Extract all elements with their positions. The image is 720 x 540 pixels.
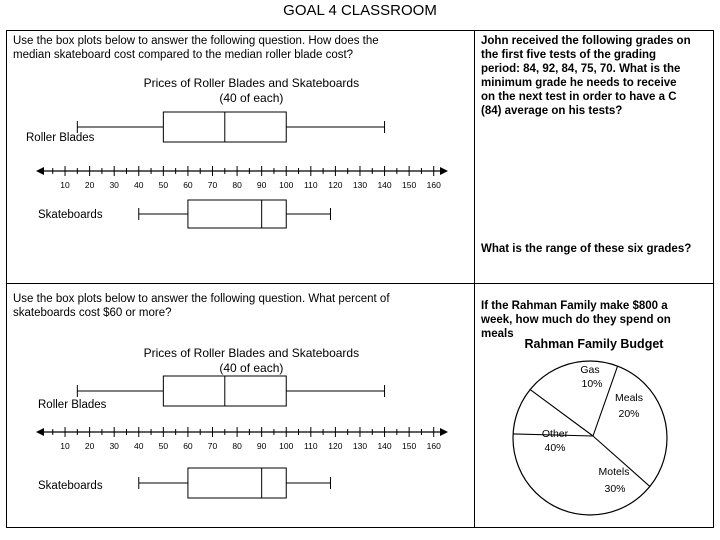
q2-line: (84) average on his tests?	[481, 105, 623, 117]
tick-label: 90	[256, 441, 267, 451]
pie-slice-percent: 40%	[544, 442, 566, 454]
q2-line: minimum grade he needs to receive	[481, 77, 677, 89]
pie-title: Rahman Family Budget	[524, 337, 664, 351]
tick-label: 110	[304, 441, 318, 451]
tick-label: 130	[352, 441, 368, 451]
chart-subtitle: (40 of each)	[219, 91, 284, 105]
pie-slice-label: Other	[541, 428, 569, 440]
pie-slice-label: Gas	[580, 364, 600, 376]
tick-label: 20	[84, 441, 95, 451]
q2-line: the first five tests of the grading	[481, 49, 657, 61]
q4-line: If the Rahman Family make $800 a	[481, 300, 668, 312]
tick-label: 140	[377, 180, 392, 190]
tick-label: 140	[377, 441, 392, 451]
q3-line-1: Use the box plots below to answer the following question. What percent of	[13, 293, 390, 305]
pie-slice-label: Motels	[598, 466, 630, 478]
tick-label: 30	[109, 180, 119, 190]
tick-label: 150	[402, 180, 417, 190]
tick-label: 50	[158, 441, 169, 451]
pie-slice-percent: 20%	[618, 408, 640, 420]
chart-title: Prices of Roller Blades and Skateboards	[143, 346, 360, 360]
tick-label: 160	[426, 441, 441, 451]
series-label: Roller Blades	[38, 399, 107, 411]
tick-label: 10	[60, 441, 70, 451]
box-iqr	[188, 200, 286, 228]
q2-followup: What is the range of these six grades?	[481, 243, 692, 255]
pie-slice-percent: 10%	[581, 378, 603, 390]
tick-label: 40	[134, 180, 144, 190]
x-axis-arrow-right	[440, 167, 448, 175]
tick-label: 80	[232, 180, 242, 190]
q4-line: meals	[481, 328, 514, 340]
q4-line: week, how much do they spend on	[481, 314, 671, 326]
tick-label: 40	[134, 441, 144, 451]
tick-label: 130	[352, 180, 368, 190]
q1-line-1: Use the box plots below to answer the following question. How does the	[13, 35, 379, 47]
q1-line-2: median skateboard cost compared to the median roller blade cost?	[13, 49, 354, 61]
x-axis-arrow-left	[36, 428, 44, 436]
tick-label: 110	[304, 180, 318, 190]
pie-slice-label: Meals	[614, 392, 644, 404]
series-label: Roller Blades	[26, 132, 95, 144]
tick-label: 30	[109, 441, 119, 451]
chart-title: Prices of Roller Blades and Skateboards	[143, 76, 360, 90]
box-iqr	[188, 468, 286, 498]
tick-label: 160	[426, 180, 441, 190]
q3-line-2: skateboards cost $60 or more?	[13, 307, 172, 319]
tick-label: 60	[183, 180, 193, 190]
tick-label: 50	[158, 180, 169, 190]
tick-label: 150	[402, 441, 417, 451]
tick-label: 120	[328, 180, 343, 190]
tick-label: 60	[183, 441, 193, 451]
pie-slice-percent: 30%	[604, 483, 626, 495]
series-label: Skateboards	[38, 209, 103, 221]
x-axis-arrow-left	[36, 167, 44, 175]
tick-label: 80	[232, 441, 242, 451]
series-label: Skateboards	[38, 480, 103, 492]
q2-line: John received the following grades on	[481, 35, 691, 47]
tick-label: 10	[60, 180, 70, 190]
tick-label: 20	[84, 180, 95, 190]
tick-label: 120	[328, 441, 343, 451]
chart-subtitle: (40 of each)	[219, 361, 284, 375]
q2-line: period: 84, 92, 84, 75, 70. What is the	[481, 63, 681, 75]
tick-label: 90	[256, 180, 267, 190]
tick-label: 70	[207, 180, 218, 190]
x-axis-arrow-right	[440, 428, 448, 436]
q2-line: on the next test in order to have a C	[481, 91, 677, 103]
tick-label: 100	[279, 180, 294, 190]
tick-label: 70	[207, 441, 218, 451]
page-title: GOAL 4 CLASSROOM	[283, 2, 437, 19]
tick-label: 100	[279, 441, 294, 451]
